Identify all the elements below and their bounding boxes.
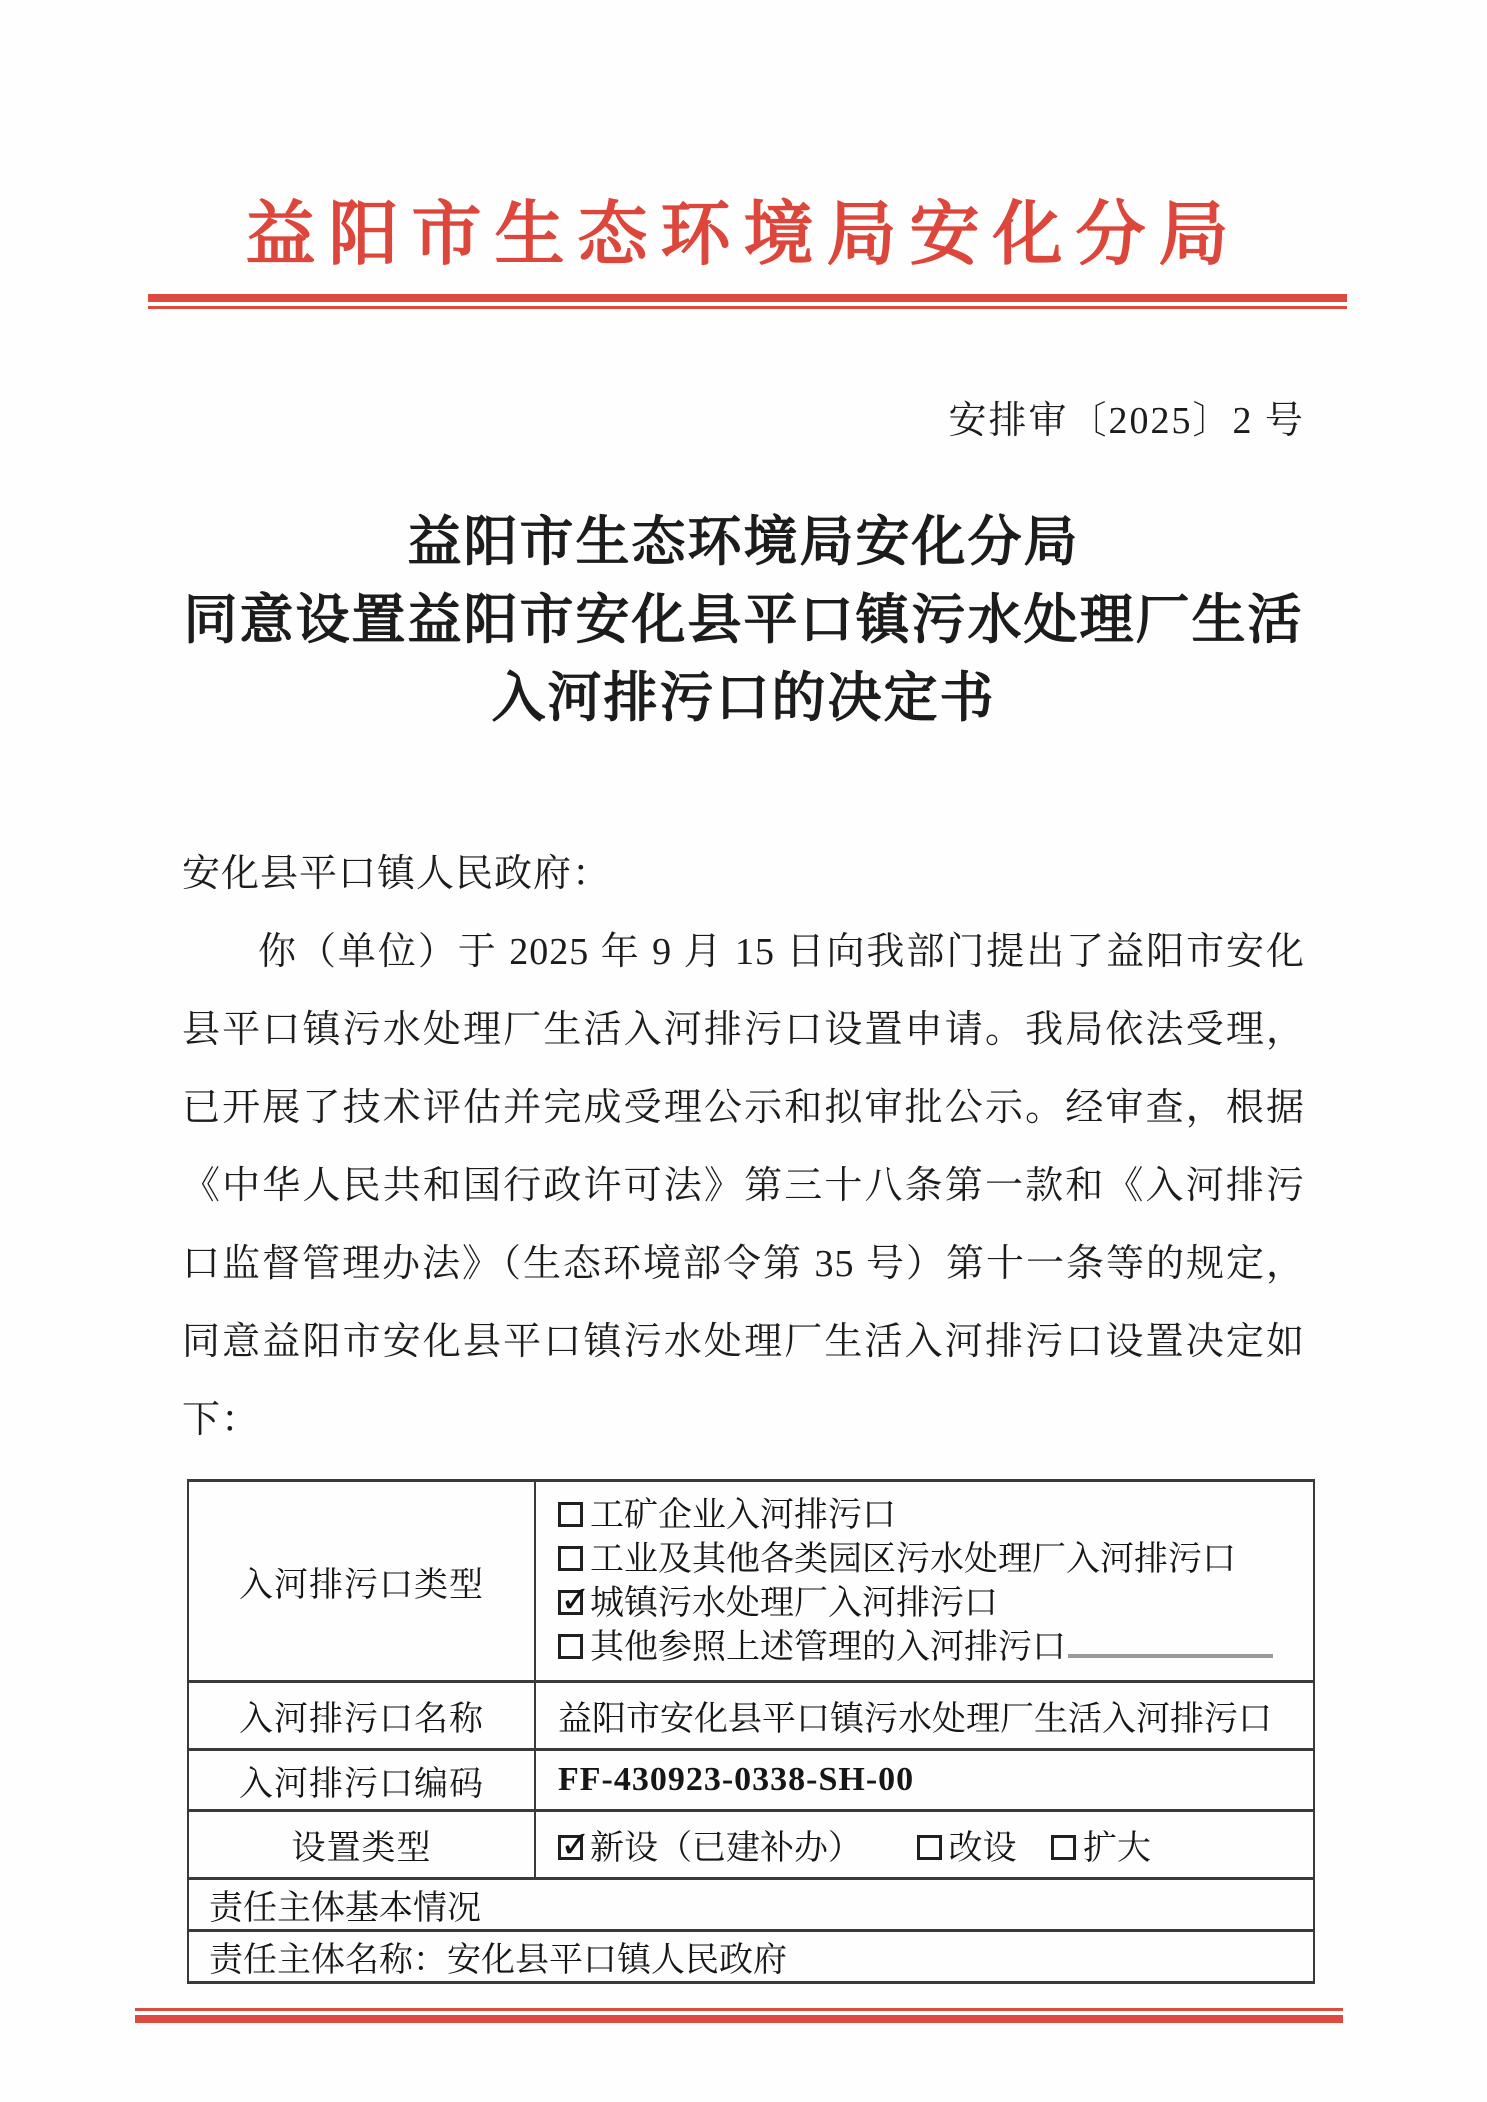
checkbox-icon <box>558 1546 583 1571</box>
responsible-name-value: 责任主体名称：安化县平口镇人民政府 <box>188 1931 1314 1983</box>
option-inline <box>917 1830 1026 1867</box>
outlet-code-value: FF-430923-0338-SH-00 <box>535 1750 1314 1811</box>
checkbox-icon <box>1051 1835 1076 1860</box>
footer-red-divider <box>135 2008 1343 2023</box>
row-outlet-name <box>188 1682 1314 1750</box>
option-line <box>558 1538 1303 1582</box>
body-line: 《中华人民共和国行政许可法》第三十八条第一款和《入河排污 <box>182 1165 1305 1207</box>
closing-line: 下： <box>182 1399 261 1441</box>
decision-title-line-3: 入河排污口的决定书 <box>491 668 996 728</box>
checkbox-icon <box>558 1590 583 1615</box>
option-label: 新设（已建补办） <box>590 1830 862 1867</box>
option-label: 城镇污水处理厂入河排污口 <box>590 1585 998 1622</box>
row-responsible-section <box>188 1879 1314 1931</box>
outlet-type-label: 入河排污口类型 <box>188 1481 535 1682</box>
header-red-divider <box>148 294 1347 309</box>
row-outlet-type <box>188 1481 1314 1682</box>
row-setup-type <box>188 1811 1314 1879</box>
decision-title-line-2: 同意设置益阳市安化县平口镇污水处理厂生活 <box>183 590 1304 650</box>
option-label: 其他参照上述管理的入河排污口 <box>590 1629 1066 1666</box>
decision-title-line-1: 益阳市生态环境局安化分局 <box>407 512 1080 572</box>
approval-form-table <box>187 1479 1315 1984</box>
option-inline <box>1051 1830 1151 1867</box>
checkbox-icon <box>558 1835 583 1860</box>
body-line: 同意益阳市安化县平口镇污水处理厂生活入河排污口设置决定如 <box>182 1321 1305 1363</box>
outlet-code-label: 入河排污口编码 <box>188 1750 535 1811</box>
red-divider-thin <box>148 306 1347 309</box>
checkbox-icon <box>558 1502 583 1527</box>
document-number: 安排审〔2025〕2 号 <box>948 400 1305 442</box>
body-line: 已开展了技术评估并完成受理公示和拟审批公示。经审查，根据 <box>182 1087 1305 1129</box>
option-label: 改设 <box>948 1830 1017 1867</box>
option-line <box>558 1494 1303 1538</box>
body-line: 县平口镇污水处理厂生活入河排污口设置申请。我局依法受理， <box>182 1009 1305 1051</box>
row-outlet-code <box>188 1750 1314 1811</box>
checkbox-icon <box>917 1835 942 1860</box>
decision-title <box>182 503 1305 737</box>
fill-in-blank-line <box>1068 1654 1273 1658</box>
outlet-type-options <box>535 1481 1314 1682</box>
salutation-line: 安化县平口镇人民政府： <box>182 853 612 895</box>
option-label: 扩大 <box>1083 1830 1151 1867</box>
option-label: 工业及其他各类园区污水处理厂入河排污口 <box>590 1541 1236 1578</box>
outlet-name-value: 益阳市安化县平口镇污水处理厂生活入河排污口 <box>535 1682 1314 1750</box>
letter-body <box>182 835 1305 1459</box>
option-inline <box>558 1830 871 1867</box>
responsible-section-header: 责任主体基本情况 <box>188 1879 1314 1931</box>
agency-header-title: 益阳市生态环境局安化分局 <box>245 197 1242 274</box>
red-divider-thick <box>135 2015 1343 2023</box>
option-line <box>558 1626 1303 1670</box>
red-divider-thick <box>148 294 1347 302</box>
checkbox-icon <box>558 1634 583 1659</box>
option-label: 工矿企业入河排污口 <box>590 1497 896 1534</box>
body-line: 口监督管理办法》（生态环境部令第 35 号）第十一条等的规定， <box>182 1243 1305 1285</box>
option-line <box>558 1582 1303 1626</box>
outlet-name-label: 入河排污口名称 <box>188 1682 535 1750</box>
body-line: 你（单位）于 2025 年 9 月 15 日向我部门提出了益阳市安化 <box>258 931 1305 973</box>
red-divider-thin <box>135 2008 1343 2011</box>
setup-type-options <box>535 1811 1314 1879</box>
setup-type-label: 设置类型 <box>188 1811 535 1879</box>
row-responsible-name <box>188 1931 1314 1983</box>
